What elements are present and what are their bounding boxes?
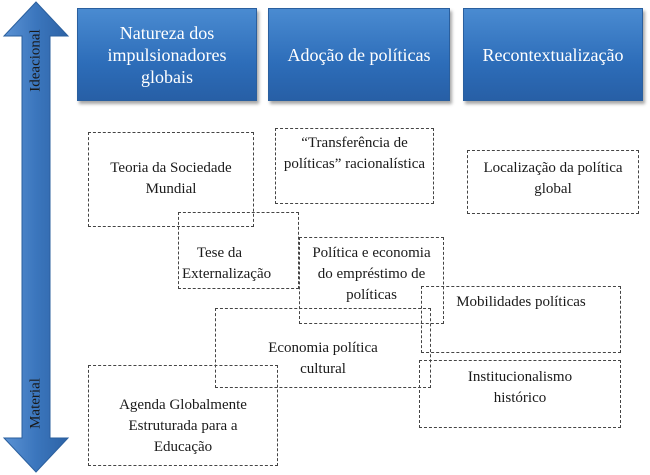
axis-label-ideational: Ideacional — [27, 29, 44, 92]
axis-label-material: Material — [27, 378, 44, 429]
text-cultural-political-economy: Economia política cultural — [268, 340, 378, 377]
header-global-drivers: Natureza dos impulsionadores globais — [77, 8, 257, 101]
header-policy-adoption: Adoção de políticas — [268, 8, 450, 101]
text-externalization-thesis: Tese da Externalização — [182, 245, 272, 282]
text-world-society-theory: Teoria da Sociedade Mundial — [110, 160, 232, 197]
text-historical-institutionalism: Institucionalismo histórico — [467, 369, 573, 406]
text-policy-borrowing: Política e economia do empréstimo de políticas — [312, 245, 431, 303]
text-policy-transfer: “Transferência de políticas” racionalística — [283, 135, 426, 172]
text-globally-structured-agenda: Agenda Globalmente Estruturada para a Educação — [119, 397, 247, 455]
text-global-policy-localization: Localização da política global — [483, 160, 623, 197]
header-recontextualization: Recontextualização — [463, 8, 643, 101]
text-policy-mobilities: Mobilidades políticas — [456, 294, 586, 310]
